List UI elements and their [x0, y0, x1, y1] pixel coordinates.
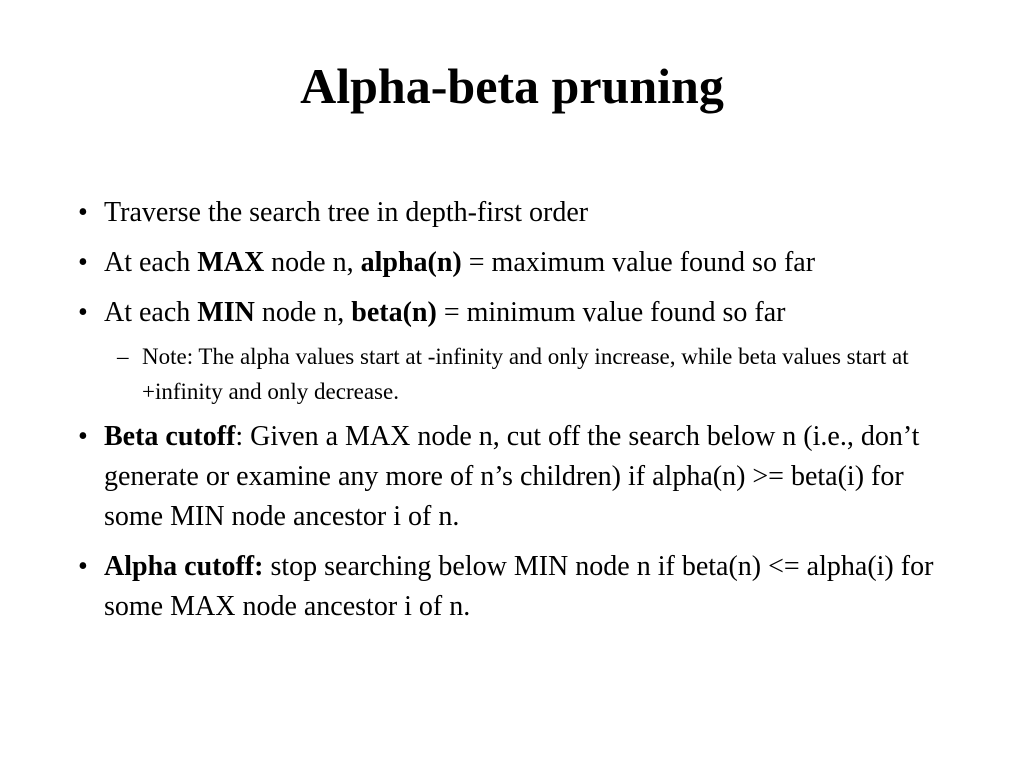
bullet-item: [78, 547, 958, 627]
bullet-text: = maximum value found so far: [461, 247, 816, 278]
bullet-bold-text: MAX: [197, 247, 265, 278]
bullet-text: Traverse the search tree in depth-first order: [104, 197, 589, 228]
bullet-text: node n,: [264, 247, 361, 278]
bullet-bold-text: Alpha cutoff:: [104, 551, 264, 582]
bullet-marker: •: [78, 297, 88, 328]
bullet-item: [78, 293, 958, 333]
bullet-bold-text: MIN: [197, 297, 255, 328]
bullet-text: stop searching below MIN node n if beta(n) <= alpha(i) for some MAX node ancestor i of n.: [104, 551, 934, 622]
bullet-bold-text: Beta cutoff: [104, 421, 236, 452]
sub-bullet-item: [117, 339, 958, 409]
bullet-item: [78, 243, 958, 283]
bullet-marker: •: [78, 197, 88, 228]
bullet-list: [78, 193, 958, 637]
bullet-bold-text: beta(n): [351, 297, 437, 328]
bullet-text: At each: [104, 297, 198, 328]
bullet-text: : Given a MAX node n, cut off the search below n (i.e., don’t generate or examine any more of n’s children) if alpha(n) >= beta(i) for some MIN node ancestor i of n.: [104, 421, 920, 532]
bullet-item: [78, 417, 958, 537]
bullet-text: node n,: [254, 297, 352, 328]
bullet-marker: •: [78, 551, 88, 582]
sub-bullet-text: Note: The alpha values start at -infinity and only increase, while beta values start at +infinity and only decrease.: [142, 344, 909, 404]
bullet-marker: •: [78, 421, 88, 452]
sub-bullet-marker: –: [117, 344, 129, 369]
bullet-item: [78, 193, 958, 233]
bullet-text: = minimum value found so far: [436, 297, 786, 328]
bullet-marker: •: [78, 247, 88, 278]
bullet-bold-text: alpha(n): [360, 247, 462, 278]
bullet-text: At each: [104, 247, 198, 278]
slide-title: Alpha-beta pruning: [300, 58, 724, 114]
